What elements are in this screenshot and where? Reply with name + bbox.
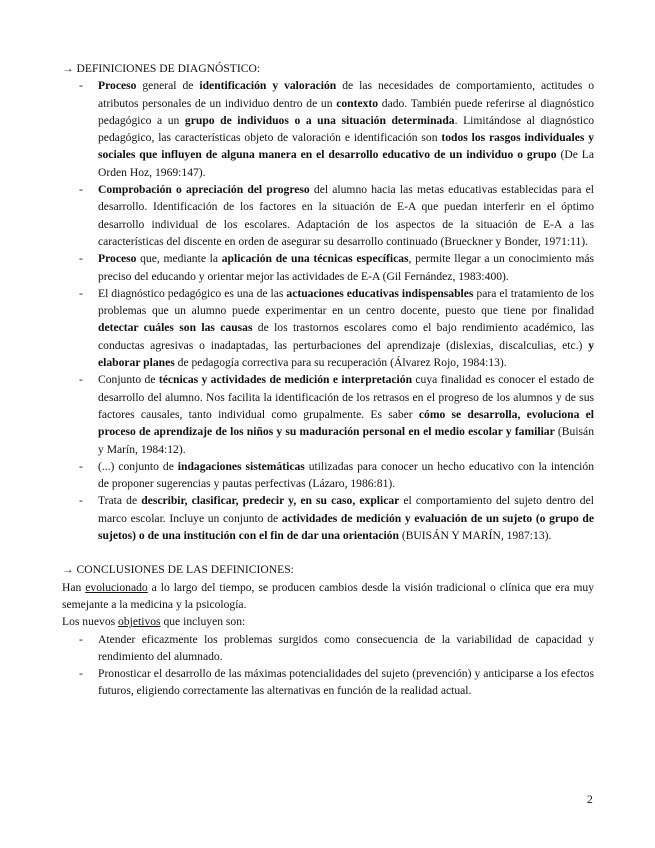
list-bullet: -	[79, 494, 83, 508]
bold-text: identificación y valoración	[199, 79, 337, 93]
section-heading-definitions: → DEFINICIONES DE DIAGNÓSTICO:	[62, 62, 261, 75]
document-page	[62, 60, 594, 700]
list-bullet: -	[79, 252, 83, 266]
text-run: El diagnóstico pedagógico es una de las	[98, 286, 287, 300]
definition-text	[98, 252, 594, 282]
bold-text: indagaciones sistemáticas	[177, 459, 305, 473]
text-run: a lo largo del tiempo, se producen cambios desde la visión tradicional o clínica que era muy semejante a la medicina y la psicología.	[62, 580, 595, 611]
bold-text: Proceso	[98, 252, 137, 266]
bold-text: detectar cuáles son las causas	[98, 321, 253, 335]
definition-item	[62, 371, 594, 457]
text-run: dado. También puede referirse al diagnóstico pedagógico a un	[98, 96, 594, 127]
list-bullet: -	[79, 373, 83, 387]
definition-text	[98, 287, 594, 369]
definition-item	[62, 77, 594, 181]
bold-text: cómo se desarrolla, evoluciona el proceso de aprendizaje de los niños y su maduración personal en el medio escolar y familiar	[98, 407, 594, 439]
bold-text: grupo de individuos o a una situación determinada	[184, 113, 455, 127]
bold-text: Comprobación o apreciación del progreso	[98, 183, 310, 197]
bold-text: actuaciones educativas indispensables	[286, 286, 474, 300]
text-run: que, mediante la	[136, 252, 222, 266]
bold-text: aplicación de una técnicas específicas	[221, 252, 409, 266]
definitions-list	[62, 77, 594, 544]
bold-text: técnicas y actividades de medición e interpretación	[158, 373, 413, 387]
text-run: de los trastornos escolares como el bajo rendimiento académico, las conductas agresivas o inadaptadas, las perturbaciones del aprendizaje (dislexias, discalculias, etc.)	[98, 321, 594, 352]
text-run: general de	[136, 79, 200, 93]
text-run: Trata de	[98, 494, 142, 508]
objective-item	[62, 631, 594, 666]
conclusions-paragraph	[62, 579, 594, 614]
text-run: (De La Orden Hoz, 1969:147).	[98, 148, 595, 179]
text-run: para el tratamiento de los problemas que un alumno puede experimentar en un centro docente, puesto que tiene por finalidad	[98, 286, 594, 318]
bold-text: contexto	[336, 96, 379, 110]
bold-text: todos los rasgos individuales y sociales que influyen de alguna manera en el desarrollo educativo de un individuo o grupo	[98, 131, 595, 162]
text-run: utilizadas para conocer un hecho educativo con la intención de proponer sugerencias y pautas perfectivas (Lázaro, 1986:81).	[98, 459, 595, 491]
text-run: (Buisán y Marín, 1984:12).	[98, 425, 594, 456]
text-run: Han	[62, 580, 86, 594]
list-bullet: -	[79, 459, 83, 473]
text-run: (BUISÁN Y MARÍN, 1987:13).	[398, 529, 552, 543]
definition-item	[62, 285, 594, 371]
definition-item	[62, 181, 594, 250]
underlined-text: objetivos	[118, 615, 161, 629]
definition-text	[98, 373, 594, 455]
text-run: Conjunto de	[98, 373, 159, 387]
text-run: (...) conjunto de	[98, 459, 178, 473]
bold-text: describir, clasificar, predecir y, en su caso, explicar	[141, 494, 400, 508]
list-bullet: -	[79, 667, 83, 681]
list-bullet: -	[79, 79, 83, 93]
definition-text	[98, 183, 594, 248]
definition-item	[62, 492, 594, 544]
text-run: de pedagogía correctiva para su recuperación (Álvarez Rojo, 1984:13).	[174, 356, 507, 370]
list-bullet: -	[79, 183, 83, 197]
text-run: , permite llegar a un conocimiento más preciso del educando y orientar mejor las actividades de E-A (Gil Fernández, 1983:400).	[98, 252, 595, 283]
underlined-text: evolucionado	[85, 580, 148, 594]
list-bullet: -	[79, 286, 83, 300]
text-run: de las necesidades de comportamiento, actitudes o atributos personales de un individuo dentro de un	[98, 79, 594, 110]
objective-item	[62, 665, 594, 700]
text-run: Los nuevos	[62, 615, 119, 629]
bold-text: Proceso	[98, 79, 137, 93]
page-number: 2	[587, 793, 593, 806]
objective-text: Atender eficazmente los problemas surgidos como consecuencia de la variabilidad de capacidad y rendimiento del alumnado.	[98, 632, 594, 663]
definition-text	[98, 460, 594, 490]
definition-item	[62, 458, 594, 493]
definition-text	[98, 494, 594, 542]
definition-item	[62, 250, 594, 285]
bold-text: actividades de medición y evaluación de un sujeto (o grupo de sujetos) o de una institución con el fin de dar una orientación	[98, 511, 594, 543]
section-heading-conclusions: → CONCLUSIONES DE LAS DEFINICIONES:	[62, 563, 294, 577]
objectives-list	[62, 631, 594, 700]
text-run: del alumno hacia las metas educativas establecidas para el desarrollo. Identificación de los factores en la situación de E-A que puedan interferir en el óptimo desarrollo individual de los escolares. Adaptación de los aspectos de la situación de E-A a las características del discente en orden de asegurar su desarrollo continuado (Brueckner y Bonder, 1971:11).	[98, 183, 594, 248]
text-run: que incluyen son:	[160, 615, 246, 629]
text-run: cuya finalidad es conocer el estado de desarrollo del alumno. Nos facilita la identificación de los retrasos en el progreso de los alumnos y de sus factores causales, tanto individual como grupalmente. Es saber	[98, 373, 594, 421]
text-run: el comportamiento del sujeto dentro del marco escolar. Incluye un conjunto de	[98, 494, 594, 525]
objective-text: Pronosticar el desarrollo de las máximas potencialidades del sujeto (prevención) y anticiparse a los efectos futuros, eligiendo correctamente las alternativas en función de la realidad actual.	[98, 667, 594, 698]
text-run: . Limitándose al diagnóstico pedagógico, las características objeto de valoración e identificación son	[98, 113, 595, 145]
definition-text	[98, 79, 594, 178]
bold-text: y elaborar planes	[98, 338, 594, 370]
list-bullet: -	[79, 632, 83, 646]
objectives-intro	[62, 613, 594, 630]
